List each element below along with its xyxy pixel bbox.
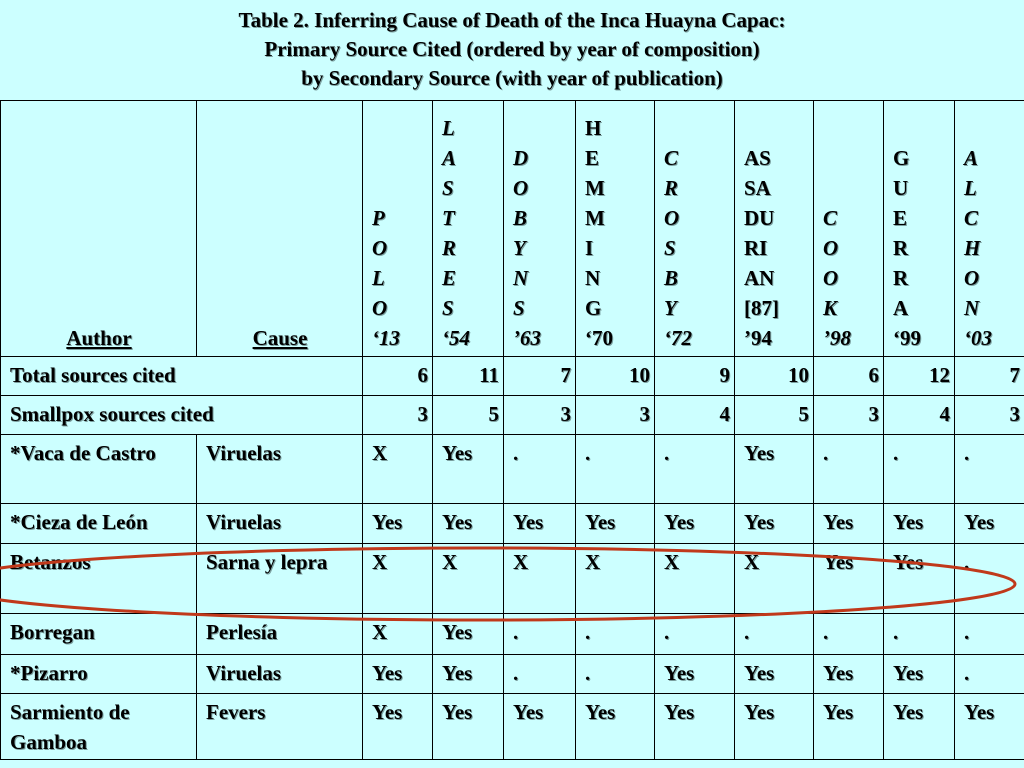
author-cell: Sarmiento de Gamboa (1, 694, 197, 760)
source-header-label: L A S T R E S ‘54 (442, 116, 470, 350)
citation-cell: Yes (884, 504, 955, 544)
citation-cell: Yes (504, 694, 576, 760)
citation-cell: Yes (955, 694, 1024, 760)
citation-cell: Yes (433, 694, 504, 760)
total-sources-row-value: 10 (735, 357, 814, 396)
total-sources-row-value: 7 (955, 357, 1024, 396)
total-sources-row-value: 6 (363, 357, 433, 396)
total-sources-row-value: 12 (884, 357, 955, 396)
citation-cell: . (504, 435, 576, 504)
citation-cell: . (576, 614, 655, 655)
citation-cell: Yes (814, 544, 884, 614)
source-header-label: H E M M I N G ‘70 (585, 116, 613, 350)
citation-cell: Yes (884, 694, 955, 760)
source-header (433, 101, 504, 357)
smallpox-sources-row-value: 4 (884, 396, 955, 435)
source-header (504, 101, 576, 357)
smallpox-sources-row-value: 3 (504, 396, 576, 435)
citation-cell: Yes (504, 504, 576, 544)
source-header (735, 101, 814, 357)
table-row (1, 544, 1024, 614)
citation-cell: X (735, 544, 814, 614)
source-header-label: D O B Y N S ’63 (513, 146, 541, 350)
title-line-2: Primary Source Cited (ordered by year of composition) (264, 37, 760, 61)
total-sources-row-label: Total sources cited (1, 357, 363, 396)
citation-cell: Yes (735, 694, 814, 760)
total-sources-row-value: 9 (655, 357, 735, 396)
citation-cell: Yes (433, 655, 504, 694)
source-header-label: P O L O ‘13 (372, 206, 400, 350)
total-sources-row (1, 357, 1024, 396)
citation-cell: . (884, 435, 955, 504)
citation-cell: . (955, 614, 1024, 655)
citation-cell: . (576, 655, 655, 694)
title-line-3: by Secondary Source (with year of publication) (301, 66, 723, 90)
source-header (814, 101, 884, 357)
source-header-label: G U E R R A ‘99 (893, 146, 921, 350)
author-cell: Borregan (1, 614, 197, 655)
source-header-label: C R O S B Y ‘72 (664, 146, 692, 350)
citation-cell: Yes (955, 504, 1024, 544)
citation-cell: Yes (655, 655, 735, 694)
source-header (363, 101, 433, 357)
citation-cell: Yes (735, 504, 814, 544)
citation-cell: X (433, 544, 504, 614)
table-row (1, 435, 1024, 504)
citation-cell: . (576, 435, 655, 504)
citation-cell: X (363, 614, 433, 655)
citation-cell: X (363, 435, 433, 504)
citation-cell: Yes (884, 544, 955, 614)
citation-cell: Yes (814, 694, 884, 760)
citation-cell: . (814, 614, 884, 655)
citation-cell: Yes (576, 504, 655, 544)
author-cell: *Vaca de Castro (1, 435, 197, 504)
header-row (1, 101, 1024, 357)
cause-cell: Viruelas (197, 504, 363, 544)
citation-cell: . (504, 655, 576, 694)
citation-cell: . (655, 614, 735, 655)
citation-cell: Yes (735, 435, 814, 504)
citation-cell: . (955, 544, 1024, 614)
author-cell: *Cieza de León (1, 504, 197, 544)
total-sources-row-value: 7 (504, 357, 576, 396)
citation-cell: Yes (884, 655, 955, 694)
citation-cell: . (655, 435, 735, 504)
source-header-label: C O O K ’98 (823, 206, 851, 350)
source-header (884, 101, 955, 357)
cause-cell: Viruelas (197, 435, 363, 504)
source-header-label: A L C H O N ‘03 (964, 146, 992, 350)
citation-cell: Yes (363, 504, 433, 544)
smallpox-sources-row-value: 5 (735, 396, 814, 435)
smallpox-sources-row-label: Smallpox sources cited (1, 396, 363, 435)
citation-cell: . (735, 614, 814, 655)
table-row (1, 655, 1024, 694)
author-cell: *Pizarro (1, 655, 197, 694)
citation-cell: Yes (363, 694, 433, 760)
source-header (576, 101, 655, 357)
title-line-1: Table 2. Inferring Cause of Death of the Inca Huayna Capac: (238, 8, 786, 32)
table-title (0, 6, 1024, 93)
citation-cell: Yes (814, 504, 884, 544)
author-cell: Betanzos (1, 544, 197, 614)
citation-cell: Yes (814, 655, 884, 694)
citation-cell: Yes (433, 435, 504, 504)
cause-header (197, 101, 363, 357)
smallpox-sources-row-value: 3 (955, 396, 1024, 435)
total-sources-row-value: 11 (433, 357, 504, 396)
citation-cell: . (504, 614, 576, 655)
citation-cell: Yes (433, 614, 504, 655)
citation-cell: Yes (433, 504, 504, 544)
smallpox-sources-row-value: 3 (814, 396, 884, 435)
source-header (655, 101, 735, 357)
citation-cell: Yes (735, 655, 814, 694)
citation-cell: Yes (363, 655, 433, 694)
cause-cell: Fevers (197, 694, 363, 760)
total-sources-row-value: 10 (576, 357, 655, 396)
cause-cell: Sarna y lepra (197, 544, 363, 614)
citation-cell: X (576, 544, 655, 614)
source-header-label: AS SA DU RI AN [87] ’94 (744, 146, 779, 350)
smallpox-sources-row-value: 4 (655, 396, 735, 435)
author-header (1, 101, 197, 357)
total-sources-row-value: 6 (814, 357, 884, 396)
cause-of-death-table (0, 100, 1024, 760)
cause-header-label: Cause (252, 326, 308, 350)
citation-cell: . (814, 435, 884, 504)
table-row (1, 504, 1024, 544)
citation-cell: X (655, 544, 735, 614)
cause-cell: Viruelas (197, 655, 363, 694)
citation-cell: Yes (655, 504, 735, 544)
citation-cell: . (884, 614, 955, 655)
citation-cell: . (955, 655, 1024, 694)
citation-cell: Yes (655, 694, 735, 760)
citation-cell: X (363, 544, 433, 614)
table-row (1, 694, 1024, 760)
source-header (955, 101, 1024, 357)
cause-cell: Perlesía (197, 614, 363, 655)
smallpox-sources-row-value: 5 (433, 396, 504, 435)
citation-cell: X (504, 544, 576, 614)
author-header-label: Author (66, 326, 132, 350)
smallpox-sources-row-value: 3 (576, 396, 655, 435)
table-row (1, 614, 1024, 655)
smallpox-sources-row-value: 3 (363, 396, 433, 435)
smallpox-sources-row (1, 396, 1024, 435)
citation-cell: . (955, 435, 1024, 504)
citation-cell: Yes (576, 694, 655, 760)
